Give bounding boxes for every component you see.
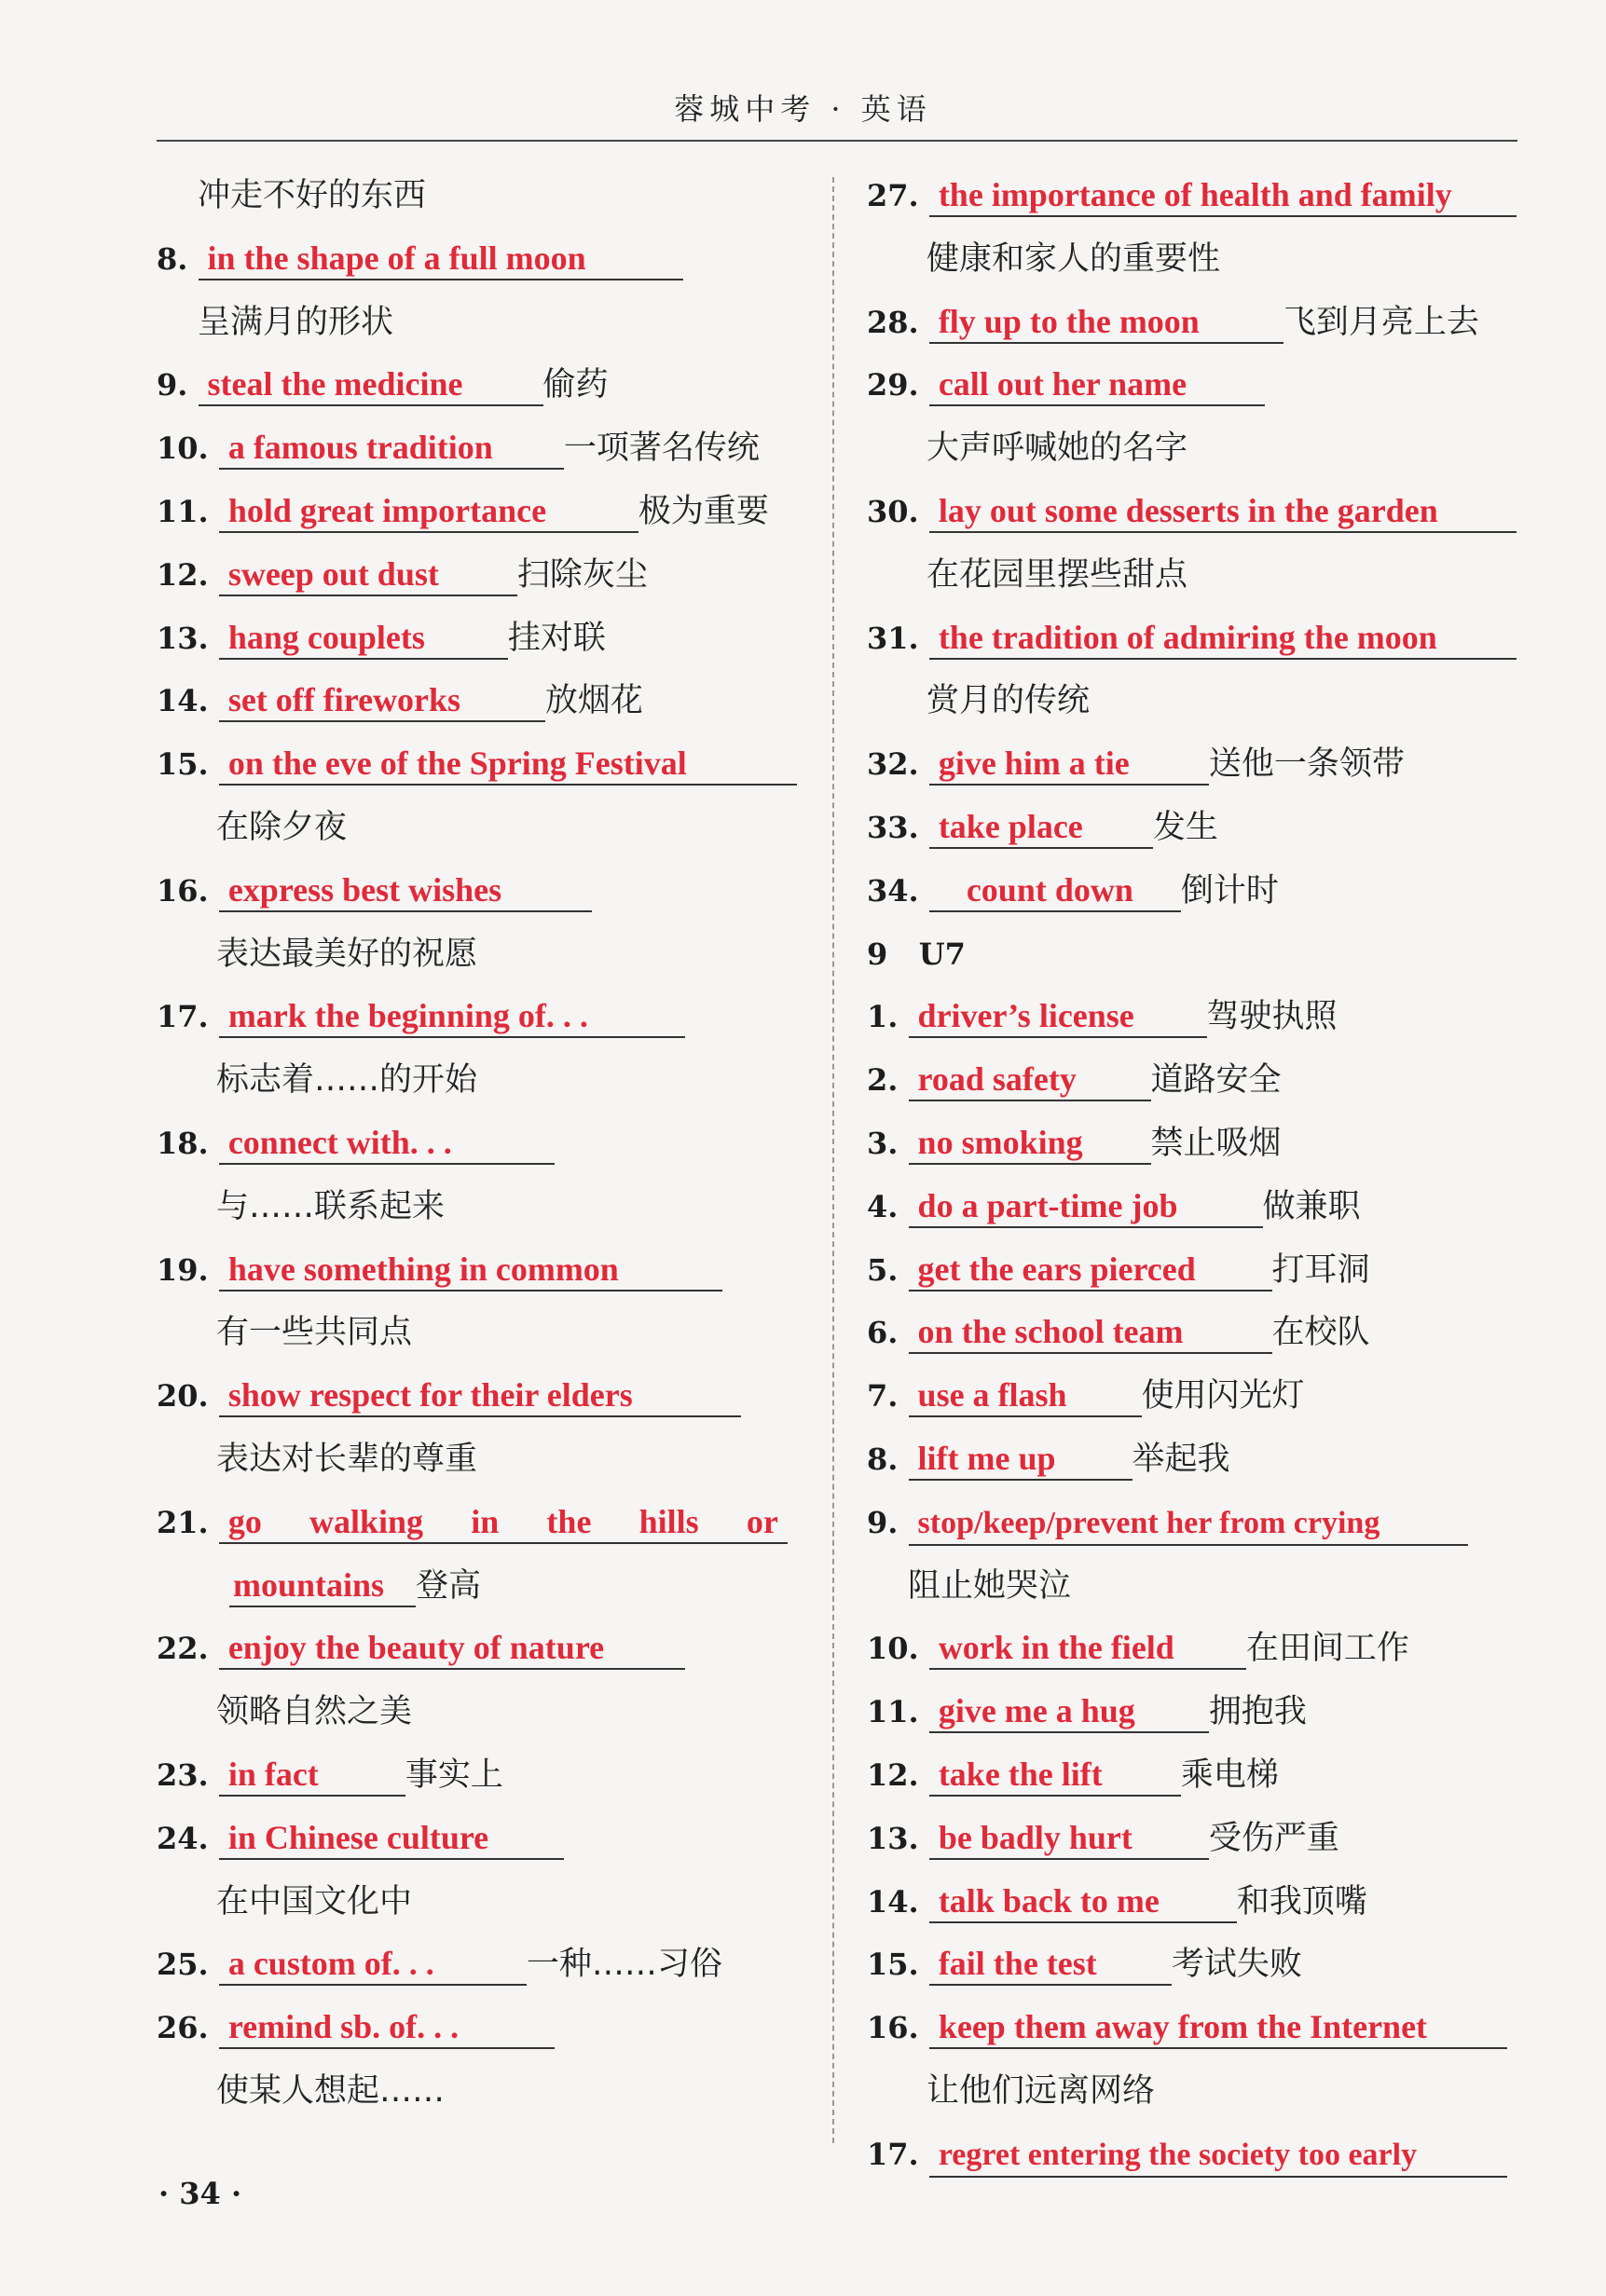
translation: 飞到月亮上去 bbox=[1283, 303, 1479, 341]
list-item bbox=[157, 1744, 809, 1808]
answer-blank: a famous tradition bbox=[219, 427, 564, 470]
list-item bbox=[867, 228, 1519, 292]
translation: 领略自然之美 bbox=[216, 1693, 413, 1731]
list-item bbox=[867, 354, 1519, 417]
list-item bbox=[157, 1681, 809, 1744]
translation: 阻止她哭泣 bbox=[908, 1566, 1072, 1605]
left-column bbox=[157, 165, 809, 2124]
item-number: 14. bbox=[157, 683, 209, 719]
item-number: 31. bbox=[867, 620, 919, 656]
item-number: 2. bbox=[867, 1062, 899, 1099]
list-item bbox=[157, 1428, 809, 1492]
answer-blank: on the eve of the Spring Festival bbox=[219, 743, 797, 786]
answer-blank: regret entering the society too early bbox=[929, 2135, 1507, 2178]
translation: 发生 bbox=[1152, 808, 1218, 846]
item-number: 32. bbox=[867, 746, 919, 783]
item-number: 26. bbox=[157, 2010, 209, 2046]
answer-blank: talk back to me bbox=[929, 1880, 1237, 1923]
list-item bbox=[867, 1302, 1519, 1365]
answer-blank: be badly hurt bbox=[929, 1817, 1209, 1860]
list-item bbox=[867, 1428, 1519, 1492]
list-item bbox=[867, 1808, 1519, 1871]
item-number: 19. bbox=[157, 1251, 209, 1288]
list-item bbox=[867, 1176, 1519, 1239]
list-item bbox=[867, 417, 1519, 481]
list-item bbox=[157, 1492, 809, 1555]
item-number: 30. bbox=[867, 493, 919, 529]
translation: 使某人想起…… bbox=[216, 2071, 446, 2110]
translation: 表达最美好的祝愿 bbox=[216, 935, 478, 973]
answer-blank: mark the beginning of. . . bbox=[219, 995, 685, 1038]
translation: 拥抱我 bbox=[1208, 1693, 1307, 1731]
answer-blank: go walking in the hills or bbox=[219, 1501, 788, 1544]
item-number: 16. bbox=[867, 2010, 919, 2046]
translation: 在中国文化中 bbox=[216, 1882, 413, 1920]
list-item bbox=[867, 1365, 1519, 1428]
answer-blank: keep them away from the Internet bbox=[929, 2006, 1507, 2049]
list-item bbox=[157, 923, 809, 987]
list-item bbox=[157, 1365, 809, 1428]
section-number: 9 bbox=[867, 936, 888, 972]
item-number: 27. bbox=[867, 178, 919, 213]
page-number: · 34 · bbox=[158, 2176, 242, 2211]
list-item bbox=[867, 986, 1519, 1049]
translation: 在田间工作 bbox=[1245, 1630, 1409, 1668]
answer-blank: enjoy the beauty of nature bbox=[219, 1627, 685, 1670]
answer-blank: connect with. . . bbox=[219, 1122, 555, 1165]
list-item bbox=[867, 1681, 1519, 1744]
translation: 有一些共同点 bbox=[216, 1314, 413, 1352]
translation: 登高 bbox=[416, 1566, 482, 1605]
list-item bbox=[157, 670, 809, 733]
translation: 冲走不好的东西 bbox=[198, 177, 427, 214]
list-item bbox=[867, 1744, 1519, 1808]
answer-blank: take the lift bbox=[929, 1754, 1181, 1797]
translation: 在除夕夜 bbox=[216, 808, 348, 846]
list-item bbox=[867, 1618, 1519, 1681]
item-number: 33. bbox=[867, 809, 919, 845]
translation: 健康和家人的重要性 bbox=[927, 239, 1221, 278]
item-number: 24. bbox=[157, 1820, 209, 1856]
list-item bbox=[157, 797, 809, 860]
answer-blank: a custom of. . . bbox=[219, 1943, 527, 1986]
translation: 驾驶执照 bbox=[1206, 998, 1338, 1036]
item-number: 18. bbox=[157, 1125, 209, 1161]
list-item bbox=[157, 1934, 809, 1997]
item-number: 8. bbox=[867, 1441, 899, 1477]
translation: 大声呼喊她的名字 bbox=[927, 430, 1188, 468]
translation: 放烟花 bbox=[544, 682, 643, 720]
page-header: 蓉城中考 · 英语 bbox=[674, 91, 932, 127]
item-number: 4. bbox=[867, 1188, 899, 1224]
translation: 道路安全 bbox=[1150, 1061, 1282, 1100]
answer-blank: fly up to the moon bbox=[929, 301, 1283, 344]
translation: 表达对长辈的尊重 bbox=[216, 1440, 478, 1478]
list-item bbox=[867, 1934, 1519, 1997]
list-item bbox=[867, 481, 1519, 544]
translation: 禁止吸烟 bbox=[1150, 1124, 1282, 1162]
answer-blank: driver’s license bbox=[909, 995, 1207, 1038]
answer-blank: set off fireworks bbox=[219, 679, 545, 722]
list-item bbox=[157, 1176, 809, 1239]
list-item bbox=[157, 417, 809, 481]
list-item bbox=[157, 1871, 809, 1934]
answer-blank: use a flash bbox=[909, 1374, 1142, 1417]
list-item bbox=[867, 1492, 1519, 1555]
answer-blank: mountains bbox=[229, 1565, 416, 1607]
item-number: 16. bbox=[157, 872, 209, 909]
answer-blank: road safety bbox=[909, 1059, 1151, 1101]
list-item bbox=[157, 1239, 809, 1303]
item-number: 10. bbox=[157, 430, 209, 467]
list-item bbox=[867, 1555, 1519, 1619]
item-number: 15. bbox=[157, 746, 209, 783]
answer-blank: on the school team bbox=[909, 1311, 1272, 1354]
answer-blank: fail the test bbox=[929, 1943, 1172, 1986]
item-number: 15. bbox=[867, 1947, 919, 1983]
translation: 一种……习俗 bbox=[526, 1946, 722, 1984]
answer-blank: work in the field bbox=[929, 1627, 1246, 1670]
list-item bbox=[867, 797, 1519, 860]
answer-blank: the tradition of admiring the moon bbox=[929, 617, 1517, 660]
answer-blank: the importance of health and family bbox=[929, 174, 1517, 217]
answer-blank: steal the medicine bbox=[199, 363, 543, 406]
item-number: 11. bbox=[157, 493, 209, 529]
list-item bbox=[157, 733, 809, 797]
answer-blank: no smoking bbox=[909, 1122, 1151, 1165]
translation: 送他一条领带 bbox=[1208, 745, 1405, 784]
list-item bbox=[867, 2124, 1519, 2187]
list-item bbox=[867, 2060, 1519, 2124]
list-item bbox=[867, 165, 1519, 228]
item-number: 29. bbox=[867, 367, 919, 403]
item-number: 34. bbox=[867, 872, 919, 909]
item-number: 7. bbox=[867, 1378, 899, 1414]
translation: 举起我 bbox=[1132, 1440, 1230, 1478]
list-item bbox=[157, 165, 809, 228]
answer-blank: remind sb. of. . . bbox=[219, 2006, 555, 2049]
item-number: 10. bbox=[867, 1631, 919, 1667]
header-rule bbox=[157, 140, 1517, 142]
answer-blank: call out her name bbox=[929, 363, 1265, 406]
item-number: 13. bbox=[157, 620, 209, 656]
list-item bbox=[157, 986, 809, 1049]
list-item bbox=[157, 354, 809, 417]
translation: 一项著名传统 bbox=[563, 430, 760, 468]
list-item bbox=[157, 292, 809, 355]
answer-blank: lay out some desserts in the garden bbox=[929, 490, 1517, 533]
list-item bbox=[867, 670, 1519, 733]
translation: 做兼职 bbox=[1262, 1187, 1361, 1225]
item-number: 12. bbox=[867, 1756, 919, 1793]
translation: 受伤严重 bbox=[1208, 1819, 1339, 1857]
translation: 偷药 bbox=[542, 366, 609, 404]
translation: 倒计时 bbox=[1180, 871, 1279, 909]
list-item bbox=[867, 860, 1519, 923]
list-item bbox=[157, 1997, 809, 2060]
list-item bbox=[867, 608, 1519, 671]
list-item bbox=[157, 860, 809, 923]
list-item bbox=[157, 544, 809, 608]
list-item bbox=[867, 733, 1519, 797]
item-number: 11. bbox=[867, 1694, 919, 1730]
item-number: 17. bbox=[157, 999, 209, 1035]
list-item bbox=[157, 481, 809, 544]
list-item bbox=[157, 1808, 809, 1871]
item-number: 9. bbox=[867, 1504, 899, 1540]
list-item bbox=[157, 1555, 809, 1619]
list-item bbox=[157, 228, 809, 292]
list-item bbox=[867, 1997, 1519, 2060]
answer-blank: stop/keep/prevent her from crying bbox=[909, 1503, 1468, 1546]
item-number: 22. bbox=[157, 1631, 209, 1667]
answer-blank: hold great importance bbox=[219, 490, 638, 533]
item-number: 9. bbox=[157, 367, 188, 403]
translation: 打耳洞 bbox=[1271, 1250, 1370, 1289]
answer-blank: show respect for their elders bbox=[219, 1374, 741, 1417]
answer-blank: give him a tie bbox=[929, 743, 1209, 786]
translation: 使用闪光灯 bbox=[1141, 1377, 1305, 1415]
answer-blank: have something in common bbox=[219, 1249, 722, 1292]
item-number: 23. bbox=[157, 1756, 209, 1793]
answer-blank: take place bbox=[929, 806, 1153, 849]
section-unit: U7 bbox=[918, 936, 966, 972]
item-number: 12. bbox=[157, 556, 209, 593]
answer-blank: get the ears pierced bbox=[909, 1249, 1272, 1292]
list-item bbox=[867, 1239, 1519, 1303]
answer-blank: hang couplets bbox=[219, 617, 508, 660]
answer-blank: count down bbox=[929, 869, 1181, 912]
answer-blank: give me a hug bbox=[929, 1690, 1209, 1733]
translation: 标志着……的开始 bbox=[216, 1061, 478, 1100]
translation: 和我顶嘴 bbox=[1236, 1882, 1367, 1920]
list-item bbox=[157, 2060, 809, 2124]
list-item bbox=[157, 1049, 809, 1113]
list-item bbox=[157, 608, 809, 671]
list-item bbox=[867, 1049, 1519, 1113]
answer-blank: do a part-time job bbox=[909, 1185, 1263, 1228]
item-number: 6. bbox=[867, 1315, 899, 1351]
translation: 在校队 bbox=[1271, 1314, 1370, 1352]
item-number: 3. bbox=[867, 1125, 899, 1161]
translation: 与……联系起来 bbox=[216, 1187, 446, 1225]
translation: 考试失败 bbox=[1171, 1946, 1302, 1984]
list-item bbox=[157, 1113, 809, 1176]
item-number: 25. bbox=[157, 1947, 209, 1983]
item-number: 1. bbox=[867, 999, 899, 1035]
translation: 扫除灰尘 bbox=[516, 555, 648, 594]
list-item bbox=[157, 1618, 809, 1681]
answer-blank: express best wishes bbox=[219, 869, 592, 912]
item-number: 14. bbox=[867, 1883, 919, 1920]
translation: 呈满月的形状 bbox=[198, 303, 394, 341]
list-item bbox=[867, 1113, 1519, 1176]
item-number: 17. bbox=[867, 2136, 919, 2172]
translation: 乘电梯 bbox=[1180, 1756, 1279, 1794]
column-divider bbox=[832, 177, 834, 2143]
item-number: 20. bbox=[157, 1378, 209, 1414]
answer-blank: lift me up bbox=[909, 1438, 1132, 1481]
item-number: 21. bbox=[157, 1504, 209, 1540]
item-number: 8. bbox=[157, 240, 188, 277]
section-heading bbox=[867, 923, 1519, 987]
list-item bbox=[157, 1302, 809, 1365]
answer-blank: sweep out dust bbox=[219, 554, 517, 596]
translation: 让他们远离网络 bbox=[927, 2071, 1156, 2110]
translation: 事实上 bbox=[405, 1756, 503, 1794]
translation: 赏月的传统 bbox=[927, 682, 1091, 720]
list-item bbox=[867, 1871, 1519, 1934]
list-item bbox=[867, 292, 1519, 355]
item-number: 5. bbox=[867, 1251, 899, 1288]
item-number: 28. bbox=[867, 304, 919, 340]
item-number: 13. bbox=[867, 1820, 919, 1856]
translation: 极为重要 bbox=[638, 492, 769, 530]
translation: 在花园里摆些甜点 bbox=[927, 555, 1188, 594]
translation: 挂对联 bbox=[507, 619, 606, 657]
list-item bbox=[867, 544, 1519, 608]
answer-blank: in fact bbox=[219, 1754, 405, 1797]
right-column bbox=[867, 165, 1519, 2187]
answer-blank: in Chinese culture bbox=[219, 1817, 564, 1860]
answer-blank: in the shape of a full moon bbox=[199, 238, 683, 280]
